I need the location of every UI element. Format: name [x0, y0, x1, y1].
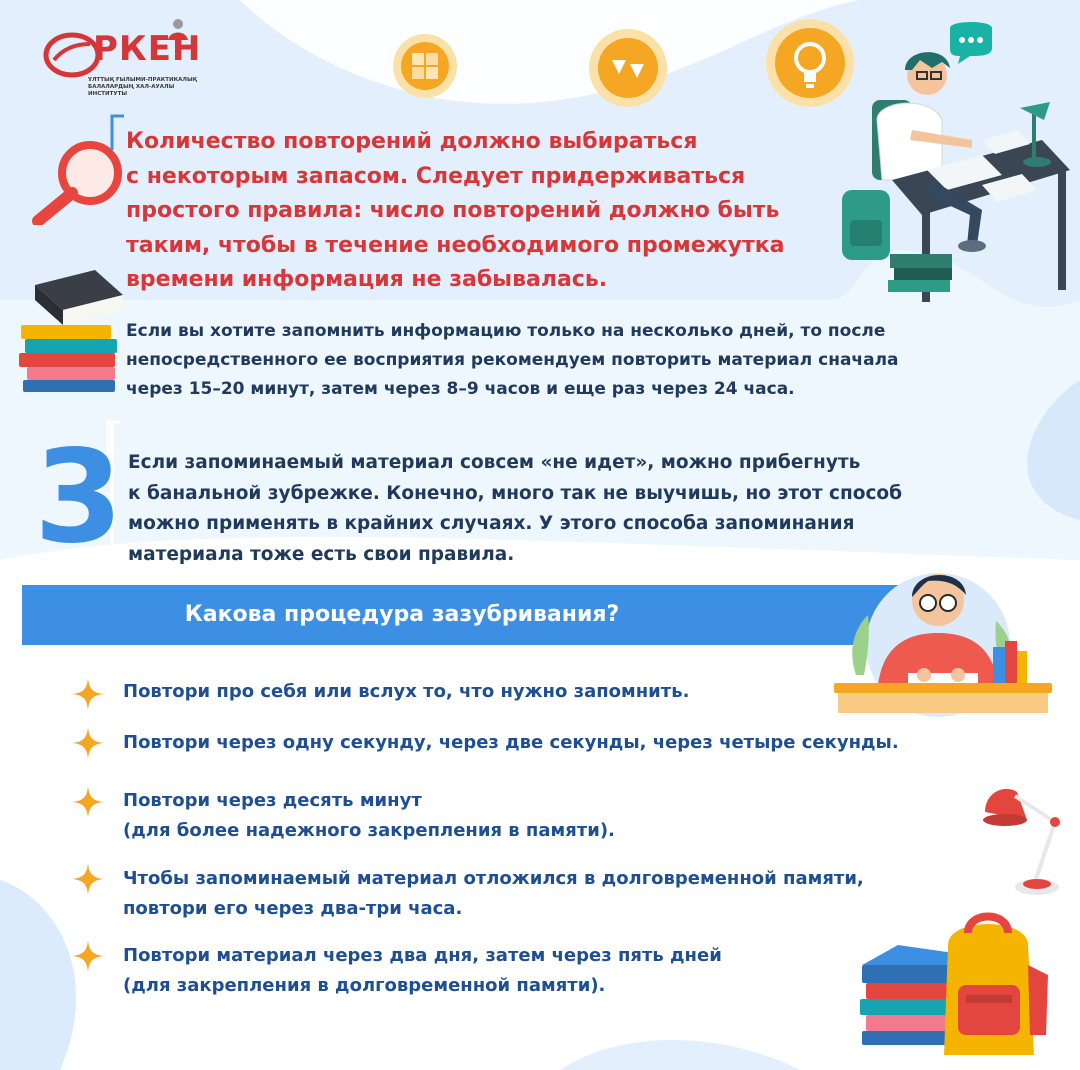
step-item: Чтобы запоминаемый материал отложился в долговременной памяти, повтори его через два-три часа.	[123, 868, 864, 919]
step-item: Повтори через десять минут (для более надежного закрепления в памяти).	[123, 790, 615, 841]
intro-text: Количество повторений должно выбираться с некоторым запасом. Следует придерживаться простого правила: число повторений должно быть таким, чтобы в течение необходимого промежутка времени информация не забывалась.	[126, 129, 785, 292]
step-item: Повтори материал через два дня, затем через пять дней (для закрепления в долговременной памяти).	[123, 945, 722, 996]
tip-cramming-text: Если запоминаемый материал совсем «не идет», можно прибегнуть к банальной зубрежке. Конечно, много так не выучишь, но этот способ можно применять в крайних случаях. У этого способа запоминания материала тоже есть свои правила.	[128, 452, 903, 565]
star-bullet-icon	[70, 861, 106, 897]
books-and-backpack-illustration	[858, 905, 1068, 1065]
book-stack-illustration	[15, 265, 125, 395]
star-bullet-icon	[70, 725, 106, 761]
tip-number: 3	[34, 423, 124, 572]
desk-lamp-illustration	[975, 772, 1070, 907]
tip-two-days-text: Если вы хотите запомнить информацию только на несколько дней, то после непосредственного ее восприятия рекомендуем повторить материал сначала через 15–20 минут, затем через 8–9 часов и еще раз через 24 часа.	[126, 321, 899, 399]
puzzle-icon	[392, 33, 458, 99]
student-at-desk-illustration	[832, 40, 1072, 310]
section-banner-title: Какова процедура зазубривания?	[184, 602, 620, 627]
logo-name: РКЕН	[93, 29, 202, 69]
star-bullet-icon	[70, 938, 106, 974]
bracket-decoration	[104, 418, 124, 458]
step-item: Повтори через одну секунду, через две секунды, через четыре секунды.	[123, 732, 899, 753]
star-bullet-icon	[70, 784, 106, 820]
logo-subtitle: ҰЛТТЫҚ ҒЫЛЫМИ-ПРАКТИКАЛЫҚ БАЛАЛАРДЫҢ ХАЛ-АУАЛЫ ИНСТИТУТЫ	[88, 77, 197, 97]
logo-emblem	[40, 30, 100, 80]
bracket-decoration	[108, 112, 128, 152]
play-arrows-icon	[588, 28, 668, 108]
step-item: Повтори про себя или вслух то, что нужно запомнить.	[123, 681, 690, 702]
star-bullet-icon	[70, 676, 106, 712]
